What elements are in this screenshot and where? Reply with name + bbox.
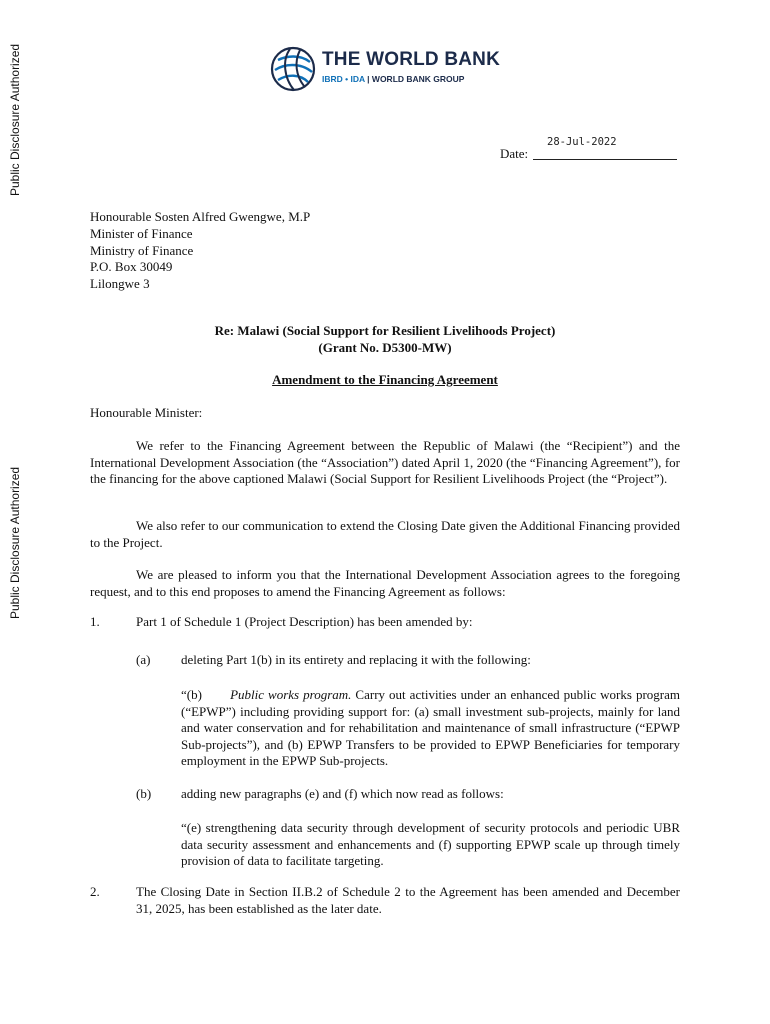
world-bank-logo [270, 44, 510, 94]
item-1b-label: (b) [136, 786, 152, 801]
item-2-text: The Closing Date in Section II.B.2 of Schedule 2 to the Agreement has been amended and December 31, 2025, has been established as the later date. [136, 884, 680, 916]
logo-subtitle: IBRD • IDA | WORLD BANK GROUP [322, 74, 465, 84]
paragraph-communication: We also refer to our communication to extend the Closing Date given the Additional Financing provided to the Project. [90, 518, 680, 550]
amendment-title: Amendment to the Financing Agreement [272, 372, 498, 387]
logo-group: WORLD BANK GROUP [371, 74, 465, 84]
item-1a-quote [181, 687, 680, 770]
date-underline [533, 159, 677, 160]
item-1a-text: deleting Part 1(b) in its entirety and replacing it with the following: [181, 652, 531, 667]
quote-prefix: “(b) [181, 687, 202, 702]
date-block [500, 136, 690, 166]
item-2-number: 2. [90, 884, 100, 899]
logo-title: THE WORLD BANK [322, 49, 501, 70]
item-1-text: Part 1 of Schedule 1 (Project Description) has been amended by: [136, 614, 473, 629]
quote-body: Carry out activities under an enhanced public works program (“EPWP”) including providing support for: (a) small investment sub-projects, mainly for land and water conservation and for rehabilitation and maintenance of small infrastructure (“EPWP Sub-projects”), and (b) EPWP Transfers to be provided to EPWP Beneficiaries for temporary employment in the EPWP Sub-projects. [181, 687, 680, 768]
disclosure-stamp-top: Public Disclosure Authorized [8, 43, 22, 196]
disclosure-stamp-middle: Public Disclosure Authorized [8, 466, 22, 619]
item-1a-label: (a) [136, 652, 151, 667]
item-1b-quote: “(e) strengthening data security through development of security protocols and periodic UBR data security assessment and enhancements and (f) supporting EPWP scale up through timely provision of data to facilitate targeting. [181, 820, 680, 868]
subject-heading [90, 323, 680, 356]
paragraph-agreement: We are pleased to inform you that the International Development Association agrees to the foregoing request, and to this end proposes to amend the Financing Agreement as follows: [90, 567, 680, 599]
date-value: 28-Jul-2022 [547, 136, 617, 148]
globe-icon [270, 46, 316, 92]
item-1-number: 1. [90, 614, 100, 629]
recipient-address [90, 209, 310, 293]
logo-ibrd-ida: IBRD • IDA [322, 74, 365, 84]
address-line: Ministry of Finance [90, 242, 194, 258]
item-1b-text: adding new paragraphs (e) and (f) which now read as follows: [181, 786, 504, 801]
date-label: Date: [500, 146, 529, 161]
subject-line-2: (Grant No. D5300-MW) [318, 339, 452, 355]
salutation: Honourable Minister: [90, 405, 203, 420]
address-line: Minister of Finance [90, 225, 193, 241]
address-line: Honourable Sosten Alfred Gwengwe, M.P [90, 209, 311, 224]
quote-italic-title: Public works program. [230, 687, 352, 702]
address-line: Lilongwe 3 [90, 276, 150, 292]
subject-line-1: Re: Malawi (Social Support for Resilient Livelihoods Project) [214, 323, 556, 338]
address-line: P.O. Box 30049 [90, 259, 173, 275]
paragraph-intro: We refer to the Financing Agreement between the Republic of Malawi (the “Recipient”) and the International Development Association (the “Association”) dated April 1, 2020 (the “Financing Agreement”), for the financing for the above captioned Malawi (Social Support for Resilient Livelihoods Project (the “Project”). [90, 438, 680, 486]
